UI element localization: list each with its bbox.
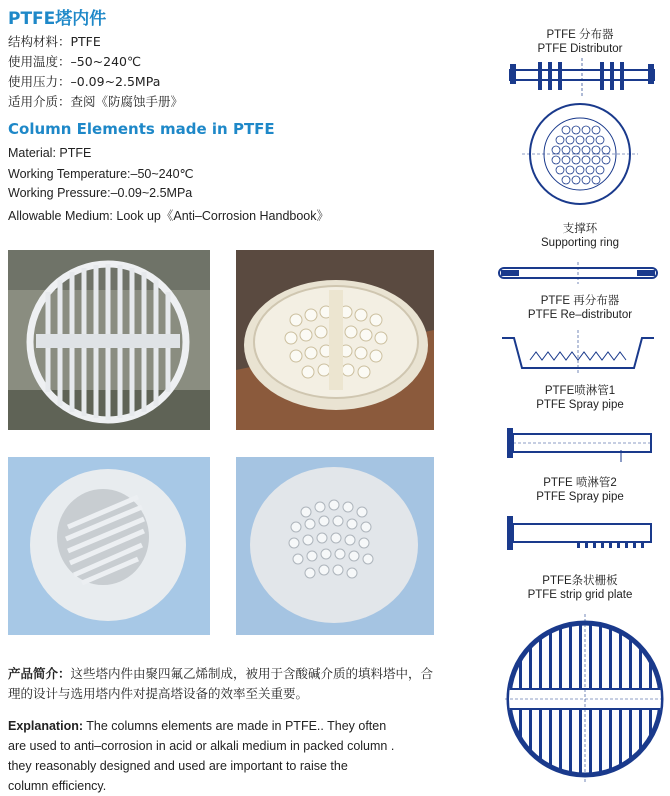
label-spray-pipe-2-en: PTFE Spray pipe [536, 491, 624, 503]
spec-medium-en: Allowable Medium: Look up《Anti–Corrosion Handbook》 [8, 209, 330, 223]
photo-distributor-plate [236, 457, 434, 635]
label-distributor [495, 28, 665, 56]
label-redistributor-en: PTFE Re–distributor [527, 309, 633, 321]
drawing-spray-pipe-2 [505, 510, 655, 560]
drawing-strip-grid-plate [505, 614, 665, 788]
label-spray-pipe-2-cn: PTFE 喷淋管2 [543, 477, 617, 489]
drawing-supporting-ring [495, 262, 661, 288]
label-spray-pipe-1 [495, 384, 665, 412]
label-supporting-ring-en: Supporting ring [541, 237, 619, 249]
photo-grid-plate [8, 250, 210, 430]
description-en-line-4: column efficiency. [8, 779, 107, 793]
label-spray-pipe-1-cn: PTFE喷淋管1 [544, 385, 616, 397]
label-strip-grid-plate-en: PTFE strip grid plate [527, 589, 633, 601]
description-en-label: Explanation: [8, 719, 84, 733]
spec-pressure-cn: 使用压力：–0.09~2.5MPa [8, 74, 161, 89]
spec-temperature-en: Working Temperature:–50~240℃ [8, 167, 194, 181]
photo-distributor [236, 250, 434, 430]
drawing-distributor-side [508, 58, 656, 100]
label-distributor-en: PTFE Distributor [537, 43, 623, 55]
description-en-line-3: they reasonably designed and used are important to raise the [8, 759, 348, 773]
photo-strip-plate [8, 457, 210, 635]
drawing-redistributor [500, 330, 656, 378]
description-cn-line-2: 理的设计与选用塔内件对提高塔设备的效率至关重要。 [8, 687, 309, 701]
label-redistributor-cn: PTFE 再分布器 [540, 295, 620, 307]
description-cn [8, 664, 468, 704]
spec-material-cn: 结构材料：PTFE [8, 34, 101, 49]
label-distributor-cn: PTFE 分布器 [546, 29, 614, 41]
drawing-spray-pipe-1 [505, 420, 655, 470]
drawing-distributor-top [522, 100, 638, 212]
description-en-line-2: are used to anti–corrosion in acid or alkali medium in packed column . [8, 739, 395, 753]
label-supporting-ring [495, 222, 665, 250]
label-strip-grid-plate [495, 574, 665, 602]
spec-temperature-cn: 使用温度：–50~240℃ [8, 54, 142, 69]
label-spray-pipe-2 [495, 476, 665, 504]
label-supporting-ring-cn: 支撑环 [562, 223, 598, 235]
spec-medium-cn: 适用介质：查阅《防腐蚀手册》 [8, 94, 184, 109]
description-en [8, 716, 468, 796]
description-cn-label: 产品简介： [8, 667, 71, 681]
page-title-cn: PTFE塔内件 [8, 9, 107, 29]
spec-material-en: Material: PTFE [8, 146, 92, 160]
description-en-line-1: The columns elements are made in PTFE.. They often [83, 719, 387, 733]
description-cn-line-1: 这些塔内件由聚四氟乙烯制成，被用于含酸碱介质的填料塔中，合 [70, 667, 434, 681]
spec-pressure-en: Working Pressure:–0.09~2.5MPa [8, 186, 193, 200]
label-redistributor [495, 294, 665, 322]
page-title-en: Column Elements made in PTFE [8, 120, 275, 138]
label-spray-pipe-1-en: PTFE Spray pipe [536, 399, 624, 411]
label-strip-grid-plate-cn: PTFE条状栅板 [542, 575, 618, 587]
